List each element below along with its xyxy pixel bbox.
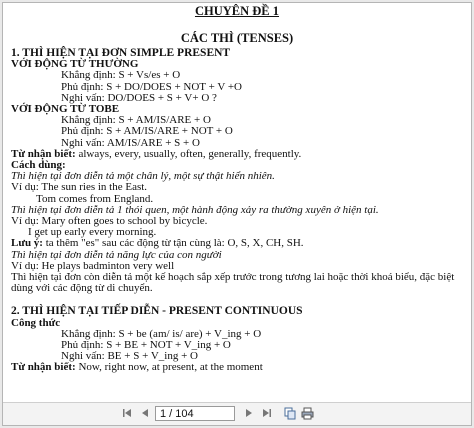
copy-icon[interactable] bbox=[284, 407, 297, 420]
signal-text: always, every, usually, often, generally, frequently. bbox=[75, 147, 302, 160]
usage-heading: Cách dùng: bbox=[11, 159, 66, 172]
formula-heading: Công thức bbox=[11, 316, 61, 329]
note-label: Lưu ý: bbox=[11, 237, 43, 250]
document-page bbox=[11, 5, 463, 374]
example-2: Ví dụ: Mary often goes to school by bicycle. bbox=[11, 215, 208, 228]
example-1b: Tom comes from England. bbox=[36, 192, 154, 205]
usage-3: Thì hiện tại đơn diễn tả năng lực của con người bbox=[11, 248, 222, 261]
page-title: CHUYÊN ĐỀ 1 bbox=[194, 4, 280, 18]
s2-negative: Phủ định: S + BE + NOT + V_ing + O bbox=[61, 339, 231, 352]
last-page-icon[interactable] bbox=[259, 406, 275, 422]
usage-4: Thì hiện tại đơn còn diễn tả một kế hoạch sắp xếp trước trong tương lai hoặc thời khoá biểu, đặc biệt dùng với các động từ di chuyển. bbox=[11, 271, 455, 295]
tobe-heading: VỚI ĐỘNG TỪ TOBE bbox=[11, 103, 120, 116]
viewer-toolbar bbox=[3, 402, 471, 425]
s2-signal-words bbox=[11, 362, 463, 373]
next-page-icon[interactable] bbox=[241, 406, 257, 422]
example-2b: I get up early every morning. bbox=[28, 226, 157, 239]
s2-signal-label: Từ nhận biết: bbox=[11, 361, 76, 374]
section-2-heading: 2. THÌ HIỆN TẠI TIẾP DIỄN - PRESENT CONTINUOUS bbox=[11, 305, 303, 318]
document-viewer bbox=[2, 2, 472, 426]
section-1-heading: 1. THÌ HIỆN TẠI ĐƠN SIMPLE PRESENT bbox=[11, 47, 231, 59]
verb-negative: Phủ định: S + DO/DOES + NOT + V +O bbox=[61, 80, 242, 93]
print-icon[interactable] bbox=[301, 407, 314, 420]
page-subtitle: CÁC THÌ (TENSES) bbox=[180, 31, 294, 45]
note-text: ta thêm "es" sau các động từ tận cùng là: O, S, X, CH, SH. bbox=[42, 237, 304, 250]
verb-heading: VỚI ĐỘNG TỪ THƯỜNG bbox=[11, 58, 139, 71]
example-1: Ví dụ: The sun ries in the East. bbox=[11, 181, 148, 194]
prev-page-icon[interactable] bbox=[137, 406, 153, 422]
tobe-question: Nghi vấn: AM/IS/ARE + S + O bbox=[61, 136, 200, 149]
s2-question: Nghi vấn: BE + S + V_ing + O bbox=[61, 350, 198, 363]
page-number-input[interactable]: 1 / 104 bbox=[155, 406, 235, 421]
usage-2: Thì hiện tại đơn diễn tả 1 thói quen, một hành động xảy ra thường xuyên ở hiện tại. bbox=[11, 203, 379, 216]
note bbox=[11, 238, 463, 249]
verb-affirmative: Khẳng định: S + Vs/es + O bbox=[61, 69, 181, 82]
tobe-negative: Phủ định: S + AM/IS/ARE + NOT + O bbox=[61, 125, 233, 138]
s2-signal-text: Now, right now, at present, at the moment bbox=[75, 361, 263, 374]
usage-1: Thì hiện tại đơn diễn tả một chân lý, một sự thật hiển nhiên. bbox=[11, 170, 275, 183]
signal-words bbox=[11, 149, 463, 160]
first-page-icon[interactable] bbox=[119, 406, 135, 422]
verb-question: Nghi vấn: DO/DOES + S + V+ O ? bbox=[61, 91, 217, 104]
signal-label: Từ nhận biết: bbox=[11, 147, 76, 160]
tobe-affirmative: Khẳng định: S + AM/IS/ARE + O bbox=[61, 114, 211, 127]
s2-affirmative: Khẳng định: S + be (am/ is/ are) + V_ing + O bbox=[61, 327, 262, 340]
example-3: Ví dụ: He plays badminton very well bbox=[11, 259, 175, 272]
